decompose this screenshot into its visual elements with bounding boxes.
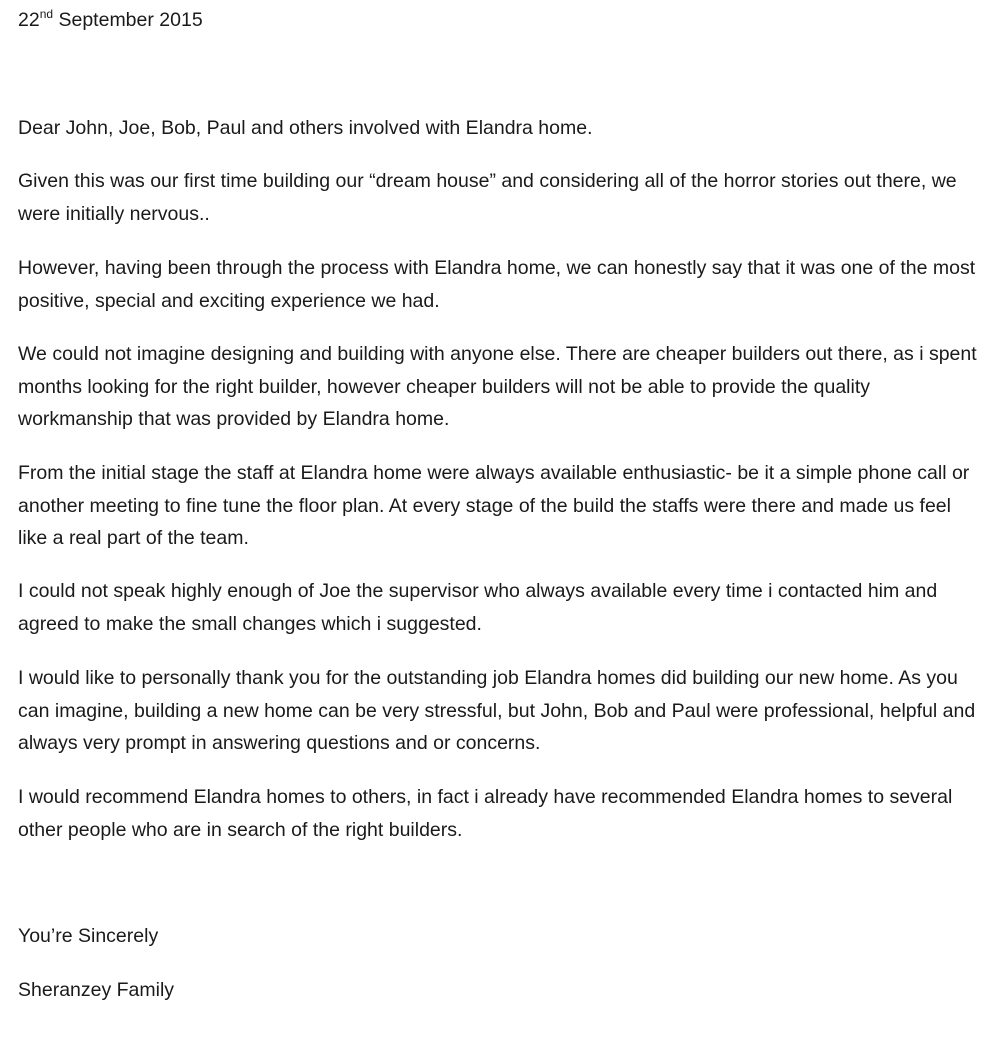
date-suffix: nd [39, 7, 54, 21]
signature: Sheranzey Family [18, 979, 175, 1001]
paragraph-supervisor: I could not speak highly enough of Joe the supervisor who always available every time i contacted him and agreed to make the small changes which i suggested. [18, 580, 938, 635]
closing: You’re Sincerely [18, 925, 159, 947]
salutation: Dear John, Joe, Bob, Paul and others involved with Elandra home. [18, 117, 593, 139]
paragraph-intro: Given this was our first time building our “dream house” and considering all of the horror stories out there, we were initially nervous.. [18, 170, 957, 225]
date-day: 22 [18, 9, 40, 31]
letter-date [18, 4, 203, 37]
paragraph-thanks: I would like to personally thank you for the outstanding job Elandra homes did building our new home. As you can imagine, building a new home can be very stressful, but John, Bob and Paul were professional, helpful and always very prompt in answering questions and or concerns. [18, 667, 976, 754]
date-month-year: September 2015 [53, 9, 203, 31]
paragraph-recommendation: I would recommend Elandra homes to others, in fact i already have recommended Elandra homes to several other people who are in search of the right builders. [18, 786, 953, 841]
paragraph-experience: However, having been through the process with Elandra home, we can honestly say that it was one of the most positive, special and exciting experience we had. [18, 257, 976, 312]
paragraph-staff: From the initial stage the staff at Elandra home were always available enthusiastic- be it a simple phone call or another meeting to fine tune the floor plan. At every stage of the build the staffs were there and made us feel like a real part of the team. [18, 462, 970, 549]
paragraph-quality: We could not imagine designing and building with anyone else. There are cheaper builders out there, as i spent months looking for the right builder, however cheaper builders will not be able to provide the quality workmanship that was provided by Elandra home. [18, 343, 977, 430]
